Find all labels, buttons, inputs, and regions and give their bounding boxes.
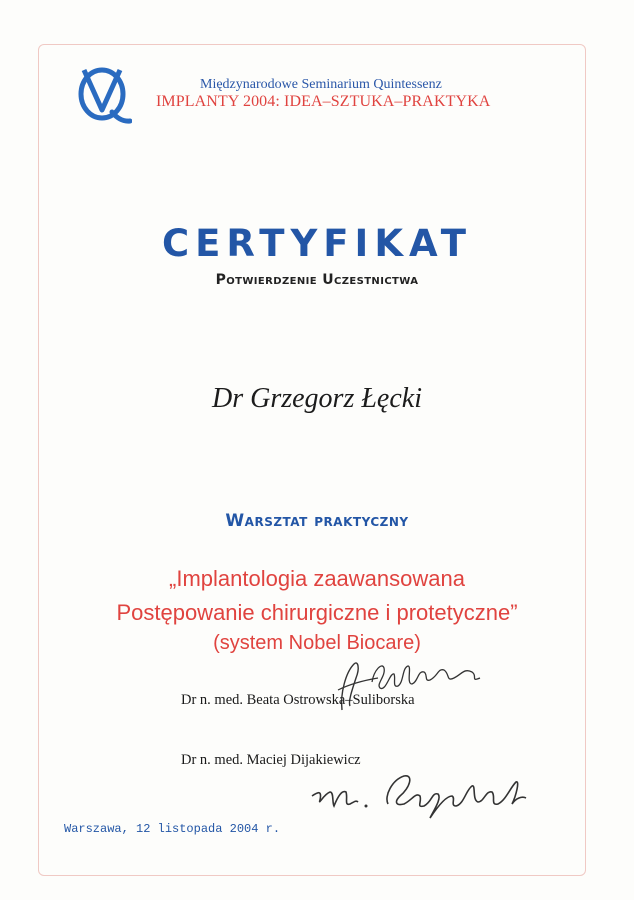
place-and-date: Warszawa, 12 listopada 2004 r. — [64, 822, 281, 836]
course-title-line-1: „Implantologia zaawansowana — [169, 566, 465, 591]
signatory-name: Dr n. med. Beata Ostrowska–Suliborska — [181, 692, 415, 708]
certificate-title: CERTYFIKAT — [161, 222, 472, 265]
recipient-name: Dr Grzegorz Łęcki — [212, 383, 422, 414]
course-system: (system Nobel Biocare) — [213, 632, 421, 654]
signatory-name: Dr n. med. Maciej Dijakiewicz — [181, 752, 361, 768]
signature-dijakiewicz — [304, 766, 536, 822]
seminar-name: Międzynarodowe Seminarium Quintessenz — [200, 77, 442, 92]
event-name: IMPLANTY 2004: IDEA–SZTUKA–PRAKTYKA — [156, 93, 491, 110]
quintessenz-logo — [74, 64, 132, 126]
workshop-label: Warsztat praktyczny — [225, 511, 409, 531]
course-title-line-2: Postępowanie chirurgiczne i protetyczne” — [116, 600, 518, 625]
certificate-subtitle: Potwierdzenie Uczestnictwa — [215, 272, 419, 288]
